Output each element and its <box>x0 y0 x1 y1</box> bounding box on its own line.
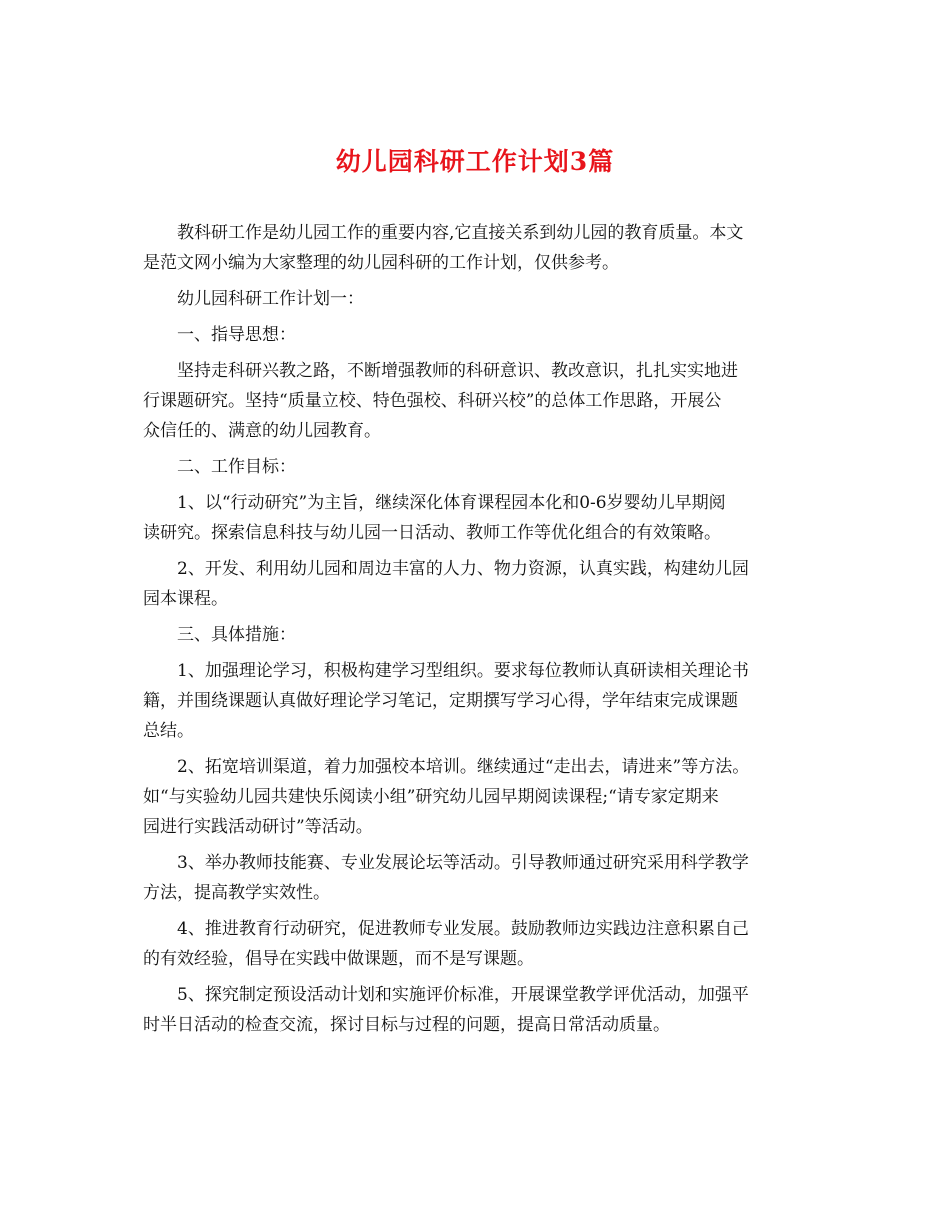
paragraph-line: 园本课程。 <box>143 589 228 609</box>
paragraph-line: 时半日活动的检查交流，探讨目标与过程的问题，提高日常活动质量。 <box>143 1015 670 1035</box>
paragraph <box>143 284 819 314</box>
paragraph-line: 二、工作目标： <box>177 457 296 477</box>
paragraph-line: 读研究。探索信息科技与幼儿园一日活动、教师工作等优化组合的有效策略。 <box>143 523 721 543</box>
paragraph-line: 籍，并围绕课题认真做好理论学习笔记，定期撰写学习心得，学年结束完成课题 <box>143 691 738 711</box>
paragraph <box>143 320 819 350</box>
paragraph <box>143 218 819 278</box>
paragraph <box>143 752 819 842</box>
document-title: 幼儿园科研工作计划3篇 <box>335 147 615 176</box>
document-body <box>143 218 819 1046</box>
paragraph-line: 4、推进教育行动研究，促进教师专业发展。鼓励教师边实践边注意积累自己 <box>177 919 749 939</box>
paragraph <box>143 848 819 908</box>
paragraph-line: 1、以“行动研究”为主旨，继续深化体育课程园本化和0-6岁婴幼儿早期阅 <box>177 493 726 513</box>
paragraph-line: 3、举办教师技能赛、专业发展论坛等活动。引导教师通过研究采用科学教学 <box>177 853 749 873</box>
paragraph <box>143 620 819 650</box>
paragraph-line: 坚持走科研兴教之路，不断增强教师的科研意识、教改意识，扎扎实实地进 <box>177 361 738 381</box>
paragraph <box>143 488 819 548</box>
paragraph <box>143 980 819 1040</box>
paragraph-line: 行课题研究。坚持“质量立校、特色强校、科研兴校”的总体工作思路，开展公 <box>143 391 722 411</box>
paragraph-line: 幼儿园科研工作计划一： <box>177 289 364 309</box>
paragraph <box>143 452 819 482</box>
paragraph-line: 教科研工作是幼儿园工作的重要内容,它直接关系到幼儿园的教育质量。本文 <box>177 223 744 243</box>
paragraph-line: 总结。 <box>143 721 194 741</box>
paragraph <box>143 656 819 746</box>
paragraph <box>143 914 819 974</box>
paragraph-line: 2、开发、利用幼儿园和周边丰富的人力、物力资源，认真实践，构建幼儿园 <box>177 559 749 579</box>
paragraph-line: 1、加强理论学习，积极构建学习型组织。要求每位教师认真研读相关理论书 <box>177 661 749 681</box>
paragraph-line: 是范文网小编为大家整理的幼儿园科研的工作计划，仅供参考。 <box>143 253 619 273</box>
paragraph-line: 5、探究制定预设活动计划和实施评价标准，开展课堂教学评优活动，加强平 <box>177 985 749 1005</box>
paragraph <box>143 356 819 446</box>
paragraph-line: 2、拓宽培训渠道，着力加强校本培训。继续通过“走出去，请进来”等方法。 <box>177 757 750 777</box>
paragraph <box>143 554 819 614</box>
paragraph-line: 的有效经验，倡导在实践中做课题，而不是写课题。 <box>143 949 534 969</box>
paragraph-line: 众信任的、满意的幼儿园教育。 <box>143 421 381 441</box>
paragraph-line: 一、指导思想： <box>177 325 296 345</box>
paragraph-line: 方法，提高教学实效性。 <box>143 883 330 903</box>
paragraph-line: 园进行实践活动研讨”等活动。 <box>143 817 373 837</box>
paragraph-line: 如“与实验幼儿园共建快乐阅读小组”研究幼儿园早期阅读课程;“请专家定期来 <box>143 787 719 807</box>
paragraph-line: 三、具体措施： <box>177 625 296 645</box>
